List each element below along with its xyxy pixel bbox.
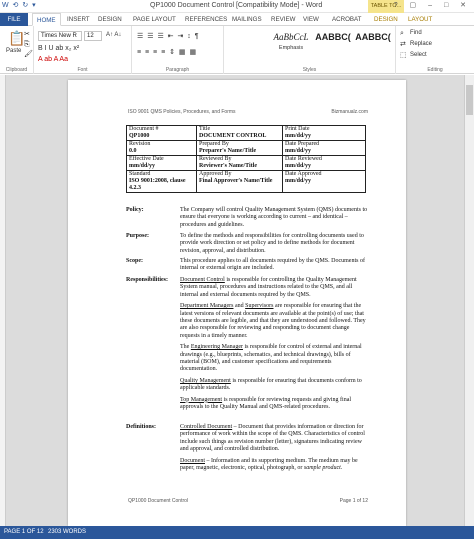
cell-label: Revision — [129, 141, 151, 147]
term: Document Control — [180, 277, 225, 283]
term: Controlled Document — [180, 424, 233, 430]
cell-label: Date Prepared — [285, 141, 320, 147]
style-heading-2-sample: AABBC( — [355, 32, 391, 42]
select-button[interactable]: Select — [410, 52, 427, 58]
resp-top-management — [180, 397, 370, 412]
tab-page-layout[interactable]: PAGE LAYOUT — [133, 16, 176, 23]
tab-table-design[interactable]: DESIGN — [374, 16, 398, 23]
table-row — [127, 156, 366, 171]
term: Quality Management — [180, 377, 231, 384]
cell-value: mm/dd/yy — [129, 163, 156, 169]
grow-font-icon[interactable]: A↑ A↓ — [106, 32, 122, 38]
cut-icon[interactable]: ✂ — [24, 31, 30, 38]
table-cell[interactable] — [197, 156, 283, 171]
cell-label: Prepared By — [199, 141, 229, 147]
find-icon[interactable]: ⌕ — [400, 30, 404, 37]
policy-label: Policy: — [126, 207, 144, 213]
def-controlled-document — [180, 424, 370, 454]
table-cell[interactable] — [283, 171, 366, 193]
editing-label: Editing — [427, 67, 443, 73]
table-cell[interactable] — [197, 141, 283, 156]
style-heading-1[interactable] — [312, 29, 354, 61]
font-group — [34, 26, 132, 74]
cell-value: ISO 9001:2008, clause 4.2.3 — [129, 178, 186, 191]
tab-references[interactable]: REFERENCES — [185, 16, 228, 23]
styles-label: Styles — [302, 67, 317, 73]
definitions-text — [180, 424, 370, 472]
cell-label: Date Approved — [285, 171, 322, 177]
tab-acrobat[interactable]: ACROBAT — [332, 16, 362, 23]
document-control-table[interactable] — [126, 125, 366, 193]
find-button[interactable]: Find — [410, 30, 422, 36]
cell-value: 0.0 — [129, 148, 137, 154]
text: The — [180, 344, 191, 351]
cell-label: Approved By — [199, 171, 232, 177]
header-right-text: Bizmanualz.com — [331, 109, 368, 115]
paste-icon[interactable]: 📋 — [8, 30, 26, 46]
tab-home[interactable]: HOME — [32, 13, 61, 26]
definitions-label: Definitions: — [126, 424, 156, 430]
style-emphasis[interactable] — [272, 29, 310, 61]
responsibilities-text — [180, 277, 370, 412]
font-color-buttons[interactable]: A ab A Aa — [38, 56, 68, 63]
select-icon[interactable]: ⬚ — [400, 52, 407, 59]
word-count[interactable]: 2303 WORDS — [48, 529, 87, 535]
table-tools-context-label: TABLE TO... — [368, 0, 404, 13]
cell-label: Standard — [129, 171, 151, 177]
table-cell[interactable] — [127, 171, 197, 193]
tab-view[interactable]: VIEW — [303, 16, 319, 23]
table-row — [127, 141, 366, 156]
window-controls[interactable]: ? ▢ – □ ✕ — [393, 2, 471, 9]
table-row — [127, 171, 366, 193]
scope-text: This procedure applies to all documents required by the QMS. Documents of internal or external origin are included. — [180, 258, 365, 272]
text: is responsible for ensuring that documents conform to applicable standards. — [180, 377, 362, 392]
font-format-buttons[interactable]: B I U ab x₂ x² — [38, 45, 80, 52]
resp-engineering — [180, 344, 370, 374]
replace-button[interactable]: Replace — [410, 41, 433, 47]
replace-icon[interactable]: ⇄ — [400, 41, 406, 48]
copy-icon[interactable]: ⎘ — [24, 41, 30, 48]
text: sample product — [303, 465, 341, 472]
vertical-ruler — [0, 75, 6, 526]
editing-group — [396, 26, 474, 74]
table-cell[interactable] — [283, 156, 366, 171]
resp-quality — [180, 378, 370, 393]
resp-managers — [180, 303, 370, 340]
purpose-text: To define the methods and responsibilities for controlling documents used to provide work direction or set policy and to define methods for document revision, approval, and distribution. — [180, 233, 364, 254]
responsibilities-label: Responsibilities: — [126, 277, 169, 283]
clipboard-group — [0, 26, 34, 74]
paragraph-label: Paragraph — [165, 67, 190, 73]
tab-review[interactable]: REVIEW — [271, 16, 296, 23]
scrollbar-thumb[interactable] — [466, 85, 473, 115]
page-footer — [128, 498, 368, 504]
cell-value: Final Approver's Name/Title — [199, 178, 273, 184]
term: Department Managers — [180, 303, 234, 310]
style-heading-2[interactable] — [352, 29, 394, 61]
text: are responsible for ensuring that the latest versions of relevant documents are available at the point(s) of use; that these documents are legible, and that they are understood and followed. They are also responsible for reviewing and responding to document change requests in a timely manner. — [180, 303, 366, 339]
ribbon — [0, 26, 474, 74]
document-page[interactable] — [68, 80, 406, 526]
term: Document — [180, 457, 205, 464]
def-document — [180, 458, 370, 473]
table-cell[interactable] — [197, 171, 283, 193]
term: Top Management — [180, 396, 223, 403]
resp-document-control — [180, 277, 370, 299]
cell-label: Print Date — [285, 126, 310, 132]
paragraph-row1-buttons[interactable]: ☰ ☰ ☰ ⇤ ⇥ ↕ ¶ — [137, 33, 200, 40]
text: – Information and its supporting medium. The medium may be paper, magnetic, electronic, optical, photograph, or — [180, 457, 358, 472]
tab-mailings[interactable]: MAILINGS — [232, 16, 262, 23]
text: and — [233, 303, 246, 310]
ribbon-tabs — [0, 13, 474, 26]
paragraph-row2-buttons[interactable]: ≡ ≡ ≡ ≡ ⇕ ▦ ▦ — [137, 49, 198, 56]
cell-label: Date Reviewed — [285, 156, 322, 162]
quick-access-toolbar[interactable]: W ⟲ ↻ ▾ — [2, 2, 37, 9]
table-cell[interactable] — [127, 156, 197, 171]
cell-label: Effective Date — [129, 156, 164, 162]
cell-value: DOCUMENT CONTROL — [199, 133, 267, 139]
paragraph-group — [132, 26, 224, 74]
tab-design[interactable]: DESIGN — [98, 16, 122, 23]
vertical-scrollbar[interactable] — [464, 75, 474, 526]
title-bar — [0, 0, 474, 13]
header-left-text: ISO 9001 QMS Policies, Procedures, and Forms — [128, 109, 236, 115]
cell-value: Reviewer's Name/Title — [199, 163, 258, 169]
font-name-dropdown[interactable]: Times New R — [38, 31, 82, 41]
cell-value: QP1000 — [129, 133, 150, 139]
tab-table-layout[interactable]: LAYOUT — [408, 16, 433, 23]
table-cell[interactable] — [283, 141, 366, 156]
cell-label: Document # — [129, 126, 159, 132]
window-title: QP1000 Document Control [Compatibility Mode] - Word — [150, 2, 323, 9]
paste-button[interactable]: Paste — [6, 48, 22, 54]
font-label: Font — [77, 67, 88, 73]
page-count[interactable]: PAGE 1 OF 12 — [4, 529, 44, 535]
table-cell[interactable] — [127, 141, 197, 156]
table-cell[interactable] — [127, 126, 197, 141]
purpose-label: Purpose: — [126, 233, 149, 239]
tab-insert[interactable]: INSERT — [67, 16, 90, 23]
cell-value: mm/dd/yy — [285, 148, 312, 154]
styles-group — [224, 26, 396, 74]
font-size-dropdown[interactable]: 12 — [84, 31, 102, 41]
cell-label: Title — [199, 126, 211, 132]
text: . — [340, 465, 343, 472]
text: is responsible for reviewing requests and giving final approvals to the Quality Manual and QMS-related procedures. — [180, 396, 352, 411]
table-cell[interactable] — [197, 126, 283, 141]
style-emphasis-name: Emphasis — [278, 45, 304, 51]
cell-value: mm/dd/yy — [285, 133, 312, 139]
tab-file[interactable]: FILE — [0, 13, 28, 26]
policy-text: The Company will control Quality Management System (QMS) documents to ensure that everyone is working according to current – and identical – procedures and guidelines. — [180, 207, 368, 228]
text: is responsible for controlling the Quality Management System manual, procedures and instructions related to the QMS, and all internal and external documents required by the QMS. — [180, 277, 357, 298]
footer-left-text: QP1000 Document Control — [128, 498, 189, 504]
clipboard-label: Clipboard — [5, 67, 28, 73]
style-heading-1-sample: AABBC( — [315, 32, 351, 42]
cell-value: Preparer's Name/Title — [199, 148, 257, 154]
scope-label: Scope: — [126, 258, 143, 264]
footer-right-text: Page 1 of 12 — [339, 498, 368, 504]
text: is responsible for control of external and internal drawings (e.g., blueprints, schematics, and technical drawings), bills of material (BOM), and customer specifications and requirements documentation. — [180, 344, 362, 373]
term: Engineering Manager — [190, 344, 243, 351]
cell-value: mm/dd/yy — [285, 163, 312, 169]
format-painter-icon[interactable]: 🖌 — [24, 51, 33, 58]
page-header — [128, 109, 368, 115]
table-row — [127, 126, 366, 141]
term: Supervisors — [245, 303, 274, 310]
table-cell[interactable] — [283, 126, 366, 141]
text: – Document that provides information or direction for performance of work within the scope of the QMS. Characteristics of control include such things as revision number (letter), signatures indicating review and approval, and controlled distribution. — [180, 424, 365, 453]
status-bar — [0, 526, 474, 539]
style-emphasis-sample: AaBbCcL — [273, 32, 309, 42]
cell-value: mm/dd/yy — [285, 178, 312, 184]
cell-label: Reviewed By — [199, 156, 232, 162]
